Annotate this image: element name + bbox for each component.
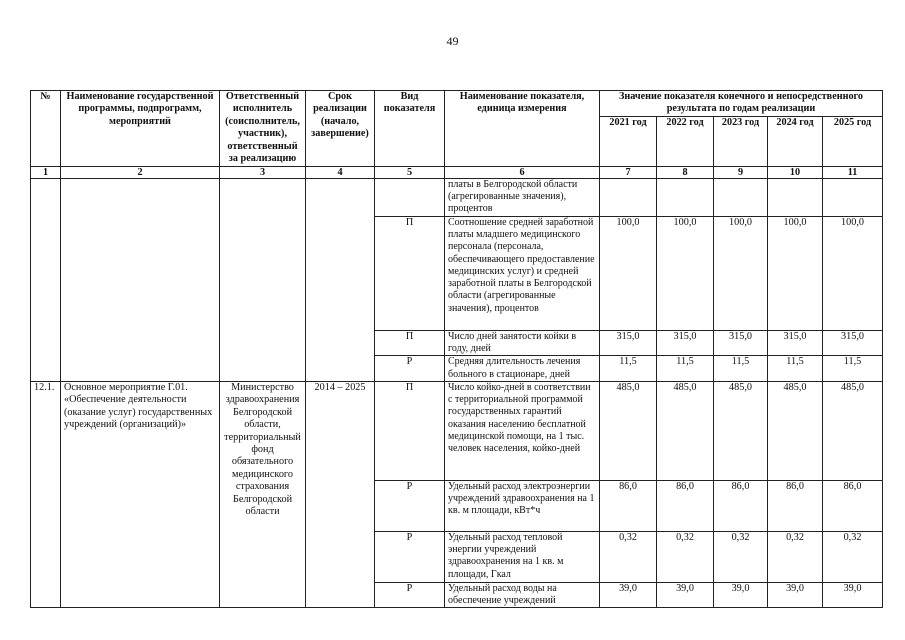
indicator-type: Р <box>375 480 445 531</box>
indicators-table <box>30 90 883 608</box>
column-number: 7 <box>600 166 657 178</box>
indicator-value: 100,0 <box>823 216 883 330</box>
indicator-value: 39,0 <box>714 582 768 608</box>
header-year: 2025 год <box>823 116 883 166</box>
indicator-value: 315,0 <box>714 330 768 356</box>
indicator-value: 0,32 <box>768 531 823 582</box>
column-number: 6 <box>445 166 600 178</box>
indicator-name: Число дней занятости койки в году, дней <box>445 330 600 356</box>
indicator-value: 86,0 <box>657 480 714 531</box>
indicator-name: Удельный расход тепловой энергии учреждений здравоохранения на 1 кв. м площади, Гкал <box>445 531 600 582</box>
indicator-value <box>600 178 657 216</box>
indicator-value: 39,0 <box>657 582 714 608</box>
indicator-value: 0,32 <box>657 531 714 582</box>
column-number: 11 <box>823 166 883 178</box>
indicator-value: 315,0 <box>600 330 657 356</box>
indicator-value: 100,0 <box>714 216 768 330</box>
indicator-value: 100,0 <box>657 216 714 330</box>
indicator-value <box>657 178 714 216</box>
header-year: 2023 год <box>714 116 768 166</box>
indicator-value: 315,0 <box>823 330 883 356</box>
indicator-value: 315,0 <box>768 330 823 356</box>
header-program: Наименование государственной программы, подпрограмм, мероприятий <box>61 91 220 167</box>
indicator-value: 0,32 <box>823 531 883 582</box>
column-number: 9 <box>714 166 768 178</box>
indicator-name: Средняя длительность лечения больного в стационаре, дней <box>445 356 600 382</box>
indicator-value: 485,0 <box>657 381 714 480</box>
activity-number: 12.1. <box>31 381 61 608</box>
activity-period: 2014 – 2025 <box>306 381 375 608</box>
indicator-value: 100,0 <box>768 216 823 330</box>
indicator-value: 86,0 <box>823 480 883 531</box>
activity-name: Основное мероприятие Г.01. «Обеспечение деятельности (оказание услуг) государственных учреждений (организаций)» <box>61 381 220 608</box>
indicator-value: 39,0 <box>768 582 823 608</box>
indicator-value: 485,0 <box>714 381 768 480</box>
header-values-group: Значение показателя конечного и непосредственного результата по годам реализации <box>600 91 883 117</box>
empty-cell <box>31 178 61 381</box>
column-number: 3 <box>220 166 306 178</box>
indicator-value: 11,5 <box>768 356 823 382</box>
indicator-value: 11,5 <box>714 356 768 382</box>
header-year: 2021 год <box>600 116 657 166</box>
indicator-value: 86,0 <box>768 480 823 531</box>
indicator-name: Удельный расход электроэнергии учреждений здравоохранения на 1 кв. м площади, кВт*ч <box>445 480 600 531</box>
indicator-value: 11,5 <box>657 356 714 382</box>
column-number: 10 <box>768 166 823 178</box>
indicator-value: 39,0 <box>600 582 657 608</box>
header-year: 2024 год <box>768 116 823 166</box>
indicator-value: 485,0 <box>823 381 883 480</box>
column-number: 2 <box>61 166 220 178</box>
empty-cell <box>61 178 220 381</box>
header-period: Срок реализации (начало, завершение) <box>306 91 375 167</box>
indicator-value <box>823 178 883 216</box>
indicator-value: 11,5 <box>600 356 657 382</box>
indicator-value: 86,0 <box>600 480 657 531</box>
indicator-name: платы в Белгородской области (агрегированные значения), процентов <box>445 178 600 216</box>
indicator-name: Соотношение средней заработной платы младшего медицинского персонала (персонала, обеспечивающего предоставление медицинских услуг) и средней заработной платы в Белгородской области (агрегированные значения), процентов <box>445 216 600 330</box>
empty-cell <box>306 178 375 381</box>
header-executor: Ответственный исполнитель (соисполнитель, участник), ответственный за реализацию <box>220 91 306 167</box>
activity-executor: Министерство здравоохранения Белгородской области, территориальный фонд обязательного медицинского страхования Белгородской области <box>220 381 306 608</box>
header-no: № <box>31 91 61 167</box>
page-number: 49 <box>446 34 459 48</box>
column-number: 1 <box>31 166 61 178</box>
indicator-value: 11,5 <box>823 356 883 382</box>
indicator-value: 0,32 <box>714 531 768 582</box>
indicator-type: П <box>375 381 445 480</box>
indicator-name: Число койко-дней в соответствии с территориальной программой государственных гарантий оказания населению бесплатной медицинской помощи, на 1 тыс. человек населения, койко-дней <box>445 381 600 480</box>
header-indicator: Наименование показателя, единица измерения <box>445 91 600 167</box>
header-row <box>31 91 883 117</box>
indicator-value: 0,32 <box>600 531 657 582</box>
indicator-type: Р <box>375 531 445 582</box>
indicator-value: 100,0 <box>600 216 657 330</box>
indicator-type: П <box>375 330 445 356</box>
indicator-name: Удельный расход воды на обеспечение учреждений <box>445 582 600 608</box>
indicator-value <box>768 178 823 216</box>
indicator-type: Р <box>375 356 445 382</box>
indicator-type: П <box>375 216 445 330</box>
indicator-value: 315,0 <box>657 330 714 356</box>
header-year: 2022 год <box>657 116 714 166</box>
indicator-value: 86,0 <box>714 480 768 531</box>
indicator-value: 485,0 <box>768 381 823 480</box>
indicator-value: 39,0 <box>823 582 883 608</box>
column-number: 4 <box>306 166 375 178</box>
indicator-value <box>714 178 768 216</box>
table-row <box>31 178 883 216</box>
indicator-value: 485,0 <box>600 381 657 480</box>
column-number: 8 <box>657 166 714 178</box>
empty-cell <box>220 178 306 381</box>
column-number: 5 <box>375 166 445 178</box>
indicator-type <box>375 178 445 216</box>
indicator-type: Р <box>375 582 445 608</box>
column-numbers-row <box>31 166 883 178</box>
header-type: Вид показателя <box>375 91 445 167</box>
table-row <box>31 381 883 480</box>
